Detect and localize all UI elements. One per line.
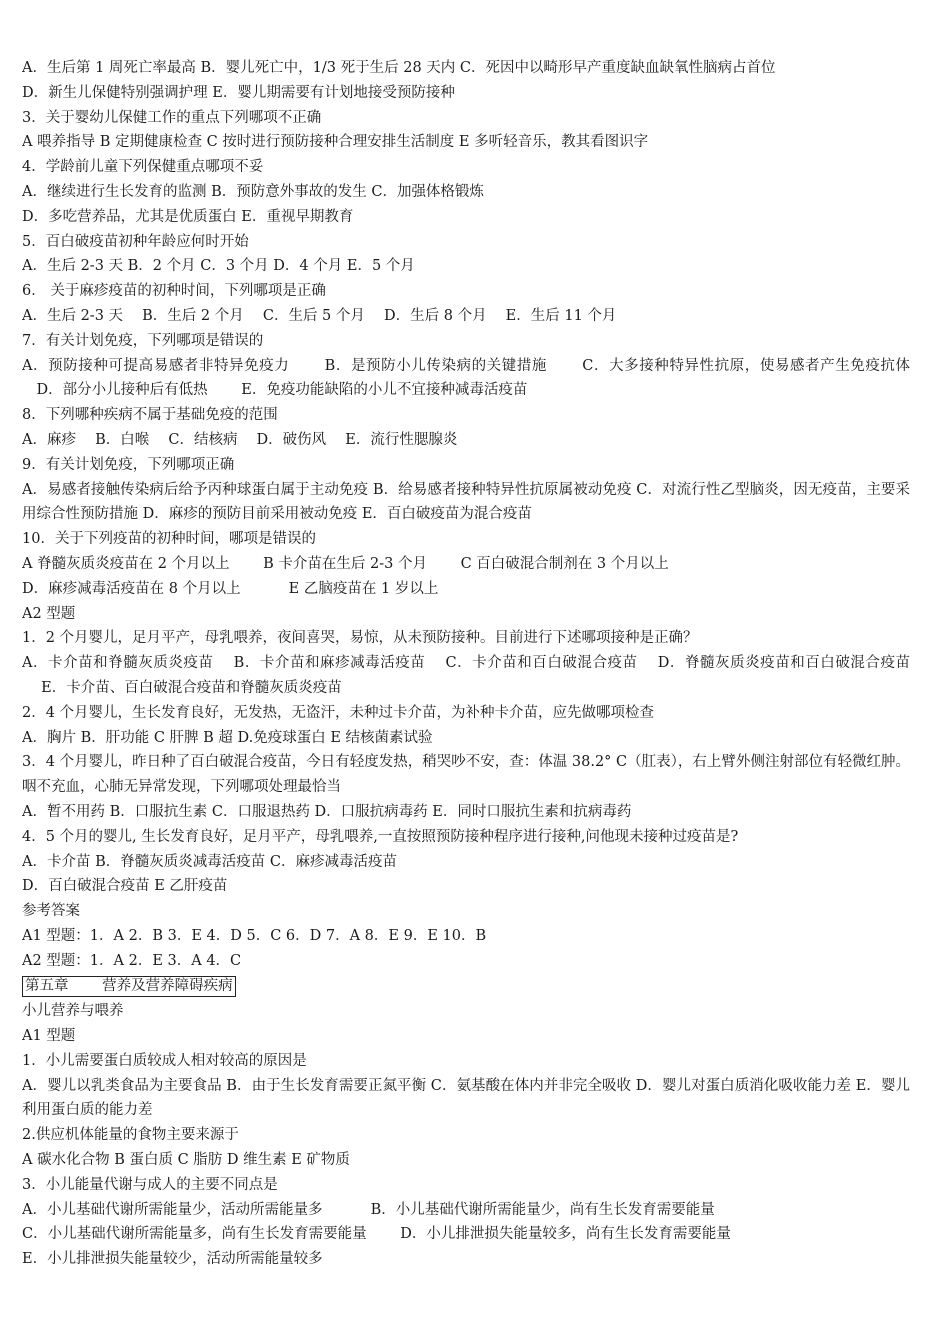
- text-line: A．继续进行生长发育的监测 B．预防意外事故的发生 C．加强体格锻炼: [22, 183, 484, 200]
- question-line: 10．关于下列疫苗的初种时间，哪项是错误的: [22, 531, 316, 548]
- text-paragraph: A．卡介苗和脊髓灰质炎疫苗 B．卡介苗和麻疹减毒活疫苗 C．卡介苗和百白破混合疫苗 D．脊髓灰质炎疫苗和百白破混合疫苗 E．卡介苗、百白破混合疫苗和脊髓灰质炎疫苗: [22, 655, 910, 696]
- text-line: C．小儿基础代谢所需能量多，尚有生长发育需要能量 D．小儿排泄损失能量较多，尚有生长发育需要能量: [22, 1226, 731, 1243]
- question-line: 4．学龄前儿童下列保健重点哪项不妥: [22, 159, 264, 176]
- text-line: A．麻疹 B．白喉 C．结核病 D．破伤风 E．流行性腮腺炎: [22, 431, 458, 448]
- text-line: A．胸片 B．肝功能 C 肝脾 B 超 D.免疫球蛋白 E 结核菌素试验: [22, 729, 433, 746]
- chapter-title: 第五章 营养及营养障碍疾病: [22, 976, 236, 997]
- question-line: 8．下列哪种疾病不属于基础免疫的范围: [22, 407, 278, 424]
- question-line: 3．小儿能量代谢与成人的主要不同点是: [22, 1176, 278, 1193]
- text-line: A．生后第 1 周死亡率最高 B．婴儿死亡中，1/3 死于生后 28 天内 C．死因中以畸形早产重度缺血缺氧性脑病占首位: [22, 60, 776, 76]
- text-line: D．多吃营养品，尤其是优质蛋白 E．重视早期教育: [22, 208, 354, 225]
- answer-line: A2 型题：1．A 2．E 3．A 4．C: [22, 952, 242, 969]
- text-line: A 脊髓灰质炎疫苗在 2 个月以上 B 卡介苗在生后 2-3 个月 C 百白破混合制剂在 3 个月以上: [22, 555, 669, 572]
- question-line: 2.供应机体能量的食物主要来源于: [22, 1127, 239, 1144]
- section-heading: A1 型题: [22, 1028, 76, 1045]
- text-line: E．小儿排泄损失能量较少，活动所需能量较多: [22, 1251, 323, 1268]
- chapter-row: [22, 973, 910, 999]
- text-paragraph: A．婴儿以乳类食品为主要食品 B．由于生长发育需要正氮平衡 C．氨基酸在体内并非完全吸收 D．婴儿对蛋白质消化吸收能力差 E．婴儿利用蛋白质的能力差: [22, 1077, 910, 1119]
- question-line: 5．百白破疫苗初种年龄应何时开始: [22, 233, 249, 250]
- section-heading: 参考答案: [22, 903, 80, 920]
- section-heading: A2 型题: [22, 605, 76, 622]
- question-line: 4．5 个月的婴儿, 生长发育良好，足月平产，母乳喂养,一直按照预防接种程序进行接种,问他现未接种过疫苗是?: [22, 828, 739, 845]
- question-line: 9．有关计划免疫，下列哪项正确: [22, 456, 235, 473]
- text-line: A．卡介苗 B．脊髓灰质炎减毒活疫苗 C．麻疹减毒活疫苗: [22, 853, 397, 870]
- question-line: 6． 关于麻疹疫苗的初种时间，下列哪项是正确: [22, 283, 326, 300]
- text-line: A．小儿基础代谢所需能量少，活动所需能量多 B．小儿基础代谢所需能量少，尚有生长发育需要能量: [22, 1201, 715, 1218]
- question-paragraph: 3．4 个月婴儿，昨日种了百白破混合疫苗，今日有轻度发热，稍哭吵不安，查：体温 38.2° C（肛表），右上臂外侧注射部位有轻微红肿。咽不充血，心肺无异常发现，下列哪项处理最恰当: [22, 754, 910, 796]
- question-line: 7．有关计划免疫，下列哪项是错误的: [22, 332, 264, 349]
- answer-line: A1 型题：1．A 2．B 3．E 4．D 5．C 6．D 7．A 8．E 9．E 10．B: [22, 927, 487, 944]
- text-line: A．生后 2-3 天 B．生后 2 个月 C．生后 5 个月 D．生后 8 个月 E．生后 11 个月: [22, 307, 617, 324]
- text-line: A 喂养指导 B 定期健康检查 C 按时进行预防接种合理安排生活制度 E 多听轻音乐，教其看图识字: [22, 134, 649, 151]
- text-paragraph: A．预防接种可提高易感者非特异免疫力 B．是预防小儿传染病的关键措施 C．大多接种特异性抗原，使易感者产生免疫抗体 D．部分小儿接种后有低热 E．免疫功能缺陷的小儿不宜接种减毒活疫苗: [22, 357, 910, 399]
- text-line: A．暂不用药 B．口服抗生素 C．口服退热药 D．口服抗病毒药 E．同时口服抗生素和抗病毒药: [22, 803, 632, 820]
- text-line: D．百白破混合疫苗 E 乙肝疫苗: [22, 878, 228, 895]
- question-line: 1．2 个月婴儿，足月平产，母乳喂养，夜间喜哭，易惊，从未预防接种。目前进行下述哪项接种是正确？: [22, 630, 698, 647]
- text-line: A 碳水化合物 B 蛋白质 C 脂肪 D 维生素 E 矿物质: [22, 1152, 350, 1169]
- text-paragraph: A．易感者接触传染病后给予丙种球蛋白属于主动免疫 B．给易感者接种特异性抗原属被动免疫 C．对流行性乙型脑炎，因无疫苗，主要采用综合性预防措施 D．麻疹的预防目前采用被动免疫 E．百白破疫苗为混合疫苗: [22, 481, 910, 523]
- text-line: D．麻疹减毒活疫苗在 8 个月以上 E 乙脑疫苗在 1 岁以上: [22, 580, 439, 597]
- question-line: 3．关于婴幼儿保健工作的重点下列哪项不正确: [22, 109, 322, 126]
- section-heading: 小儿营养与喂养: [22, 1003, 124, 1020]
- text-line: A．生后 2-3 天 B．2 个月 C．3 个月 D．4 个月 E．5 个月: [22, 258, 415, 275]
- question-line: 1．小儿需要蛋白质较成人相对较高的原因是: [22, 1052, 307, 1069]
- question-line: 2．4 个月婴儿，生长发育良好，无发热，无盗汗，未种过卡介苗，为补种卡介苗，应先做哪项检查: [22, 704, 655, 721]
- text-line: D．新生儿保健特别强调护理 E．婴儿期需要有计划地接受预防接种: [22, 84, 455, 101]
